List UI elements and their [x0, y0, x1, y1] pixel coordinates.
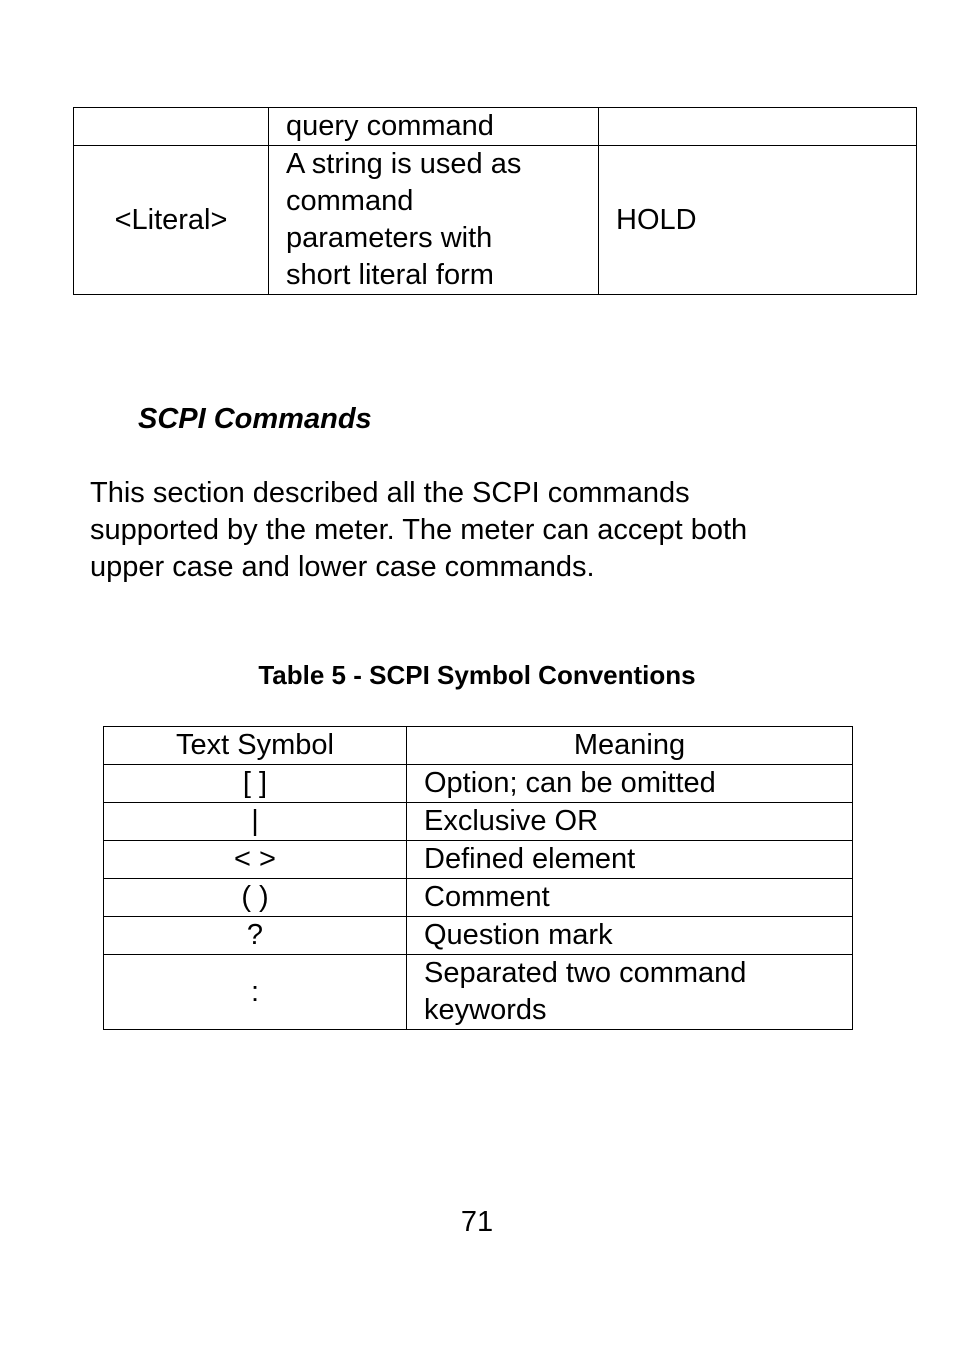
parameter-types-table-continued	[73, 107, 917, 295]
section-heading: SCPI Commands	[138, 403, 372, 435]
symbol-cell: [ ]	[104, 765, 407, 803]
meaning-cell: Question mark	[407, 917, 853, 955]
table-row	[104, 841, 853, 879]
table-row	[74, 108, 917, 146]
header-meaning: Meaning	[407, 727, 853, 765]
cell-line: short literal form	[286, 259, 494, 291]
section-paragraph	[90, 475, 870, 586]
table-cell: HOLD	[599, 146, 917, 295]
table-header-row	[104, 727, 853, 765]
table-cell	[269, 146, 599, 295]
symbol-cell: < >	[104, 841, 407, 879]
table-cell: <Literal>	[74, 146, 269, 295]
cell-line: keywords	[424, 994, 547, 1026]
scpi-symbol-conventions-table	[103, 726, 853, 1030]
header-text-symbol: Text Symbol	[104, 727, 407, 765]
meaning-cell	[407, 955, 853, 1030]
paragraph-line: This section described all the SCPI commands	[90, 477, 690, 509]
table-cell	[74, 108, 269, 146]
meaning-cell: Exclusive OR	[407, 803, 853, 841]
cell-line: A string is used as	[286, 148, 522, 180]
table-row	[104, 803, 853, 841]
symbol-cell: ?	[104, 917, 407, 955]
cell-line: Separated two command	[424, 957, 747, 989]
cell-line: command	[286, 185, 414, 217]
page-number: 71	[460, 1206, 494, 1238]
paragraph-line: upper case and lower case commands.	[90, 551, 595, 583]
meaning-cell: Comment	[407, 879, 853, 917]
table-row	[104, 955, 853, 1030]
table-row	[104, 917, 853, 955]
meaning-cell: Option; can be omitted	[407, 765, 853, 803]
table-row	[104, 879, 853, 917]
meaning-cell: Defined element	[407, 841, 853, 879]
cell-line: query command	[286, 110, 494, 142]
table-caption: Table 5 - SCPI Symbol Conventions	[258, 660, 696, 690]
table-row	[104, 765, 853, 803]
symbol-cell: :	[104, 955, 407, 1030]
cell-line: parameters with	[286, 222, 493, 254]
table-cell	[599, 108, 917, 146]
symbol-cell: ( )	[104, 879, 407, 917]
symbol-cell: |	[104, 803, 407, 841]
table-cell	[269, 108, 599, 146]
paragraph-line: supported by the meter. The meter can accept both	[90, 514, 748, 546]
table-row	[74, 146, 917, 295]
